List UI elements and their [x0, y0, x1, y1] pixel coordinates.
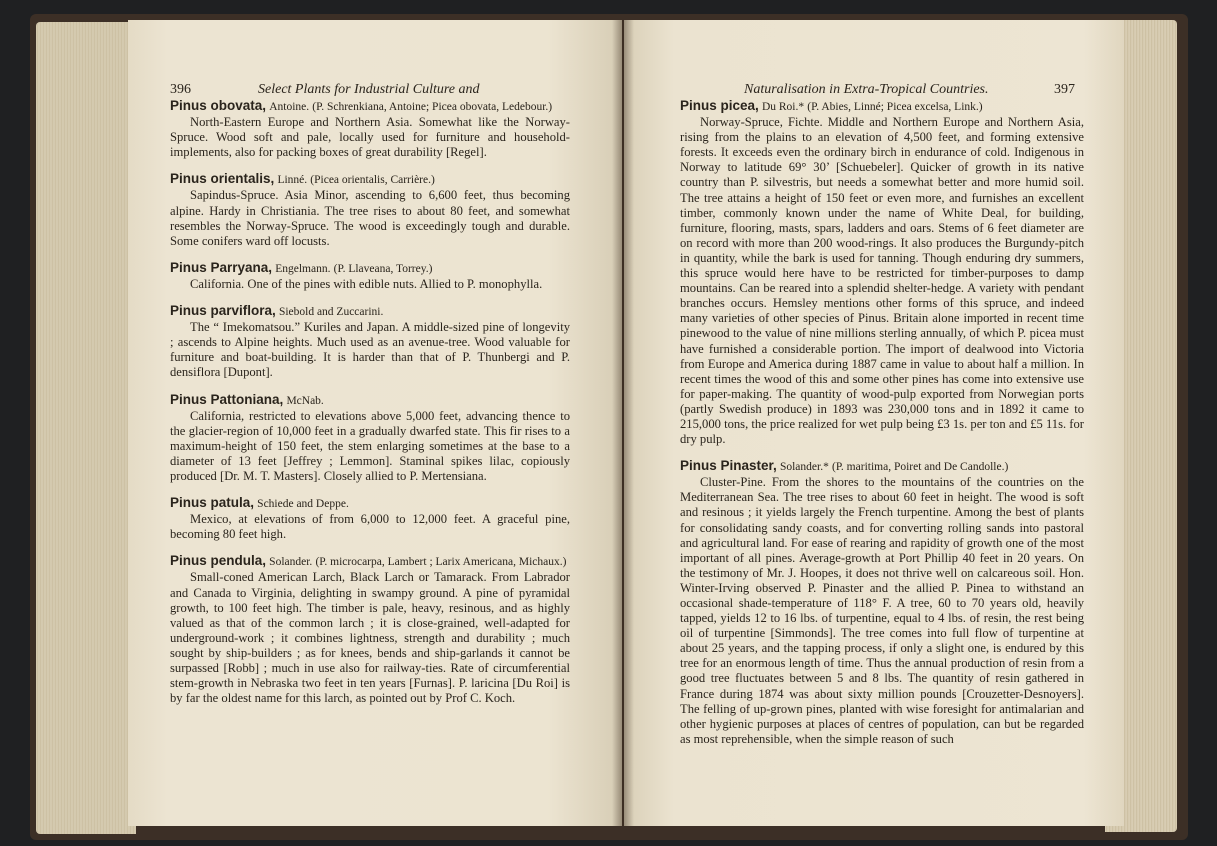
species-synonyms: (P. Schrenkiana, Antoine; Picea obovata, Ledebour.)	[312, 101, 553, 113]
species-name: Pinus orientalis,	[170, 171, 275, 187]
species-description: Norway-Spruce, Fichte. Middle and Northern Europe and Northern Asia, rising from the plains to an elevation of 4,500 feet, and forming extensive forests. It exceeds even the ordinary birch in endurance of cold. Indigenous in Norway to latitude 69° 30’ [Schuebeler]. Quicker of growth in its native country than P. silvestris, but needs a somewhat better and more humid soil. The tree attains a height of 150 feet or even more, and furnishes an excellent timber, commonly known under the name of White Deal, for building, furniture, flooring, masts, spars, ladders and oars. Stems of 6 feet diameter are on record with more than 200 wood-rings. It also produces the Burgundy-pitch in quantity, while the bark is used for tanning. Though enduring dry summers, this spruce would here have to be restricted for timber-purposes to damp mountains. Can be reared into a splendid shelter-hedge. A variety with pendant branches occurs. Hemsley mentions other forms of this spruce, and indeed many varieties of other species of Pinus. Britain alone imported in recent time pinewood to the value of nine millions sterling annually, of which P. picea must have furnished a considerable portion. The import of dealwood into Victoria from Europe and America during 1887 came in value to about half a million. In recent times the wood of this and some other pines has come into extensive use for paper-making. The quantity of wood-pulp exported from Norwegian ports (partly Swedish produce) in 1893 was 230,000 tons and in 1892 it came to 215,000 tons, the price realized for wet pulp being £3 1s. per ton and £5 11s. for dry pulp.	[680, 115, 1084, 447]
right-page	[624, 20, 1124, 826]
species-authority: McNab.	[286, 394, 324, 407]
left-page	[128, 20, 622, 826]
species-entry	[680, 98, 1084, 447]
text-column	[680, 98, 1084, 758]
book-gutter	[612, 20, 634, 826]
species-entry	[680, 458, 1084, 747]
species-name: Pinus Parryana,	[170, 259, 273, 275]
species-entry	[170, 98, 570, 160]
species-name: Pinus parviflora,	[170, 303, 276, 319]
species-synonyms: (P. Llaveana, Torrey.)	[333, 262, 433, 275]
species-name: Pinus picea,	[680, 98, 759, 113]
species-name: Pinus pendula,	[170, 553, 267, 569]
text-column	[170, 98, 570, 717]
species-synonyms: (Picea orientalis, Carrière.)	[310, 174, 435, 187]
species-authority: Engelmann.	[275, 262, 331, 275]
species-description: North-Eastern Europe and Northern Asia. Somewhat like the Norway-Spruce. Wood soft and pale, locally used for furniture and household-implements, also for packing boxes of great durability [Regel].	[170, 115, 570, 160]
page-number: 396	[170, 82, 191, 97]
running-head: Select Plants for Industrial Culture and	[258, 82, 480, 97]
species-authority: Solander.*	[779, 461, 829, 474]
page-edges-left	[36, 22, 136, 834]
page-number: 397	[1054, 82, 1075, 97]
species-entry	[170, 553, 570, 706]
species-entry	[170, 171, 570, 248]
species-description: Cluster-Pine. From the shores to the mountains of the countries on the Mediterranean Sea. The tree rises to about 60 feet in height. The wood is soft and resinous ; it yields largely the French turpentine. Among the best of plants for consolidating sandy coasts, and for converting rolling sands into pastoral and agricultural land. For ease of rearing and rapidity of growth one of the most important of all pines. Average-growth at Port Phillip 40 feet in 20 years. On the testimony of Mr. J. Hoopes, it does not thrive well on calcareous soil. Hon. Winter-Irving observed P. Pinaster and the allied P. Pinea to withstand an occasional shade-temperature of 118° F. A tree, 60 to 70 years old, heavily tapped, yields 12 to 16 lbs. of turpentine, equal to 4 lbs. of resin, the rest being oil of turpentine [Simmonds]. The tree comes into full flow of turpentine at about 25 years, and the tapping process, if only a slight one, is endured by this tree for an enormous length of time. Thus the annual production of resin from a good tree fluctuates between 5 and 8 lbs. The quantity of resin gathered in France during 1874 was about sixty million pounds [Crouzetter-Desnoyers]. The felling of up-grown pines, planted with wise foresight for antimalarian and other hygienic purposes at places of centres of population, can but be regarded as most reprehensible, when the simple reason of such	[680, 475, 1084, 746]
species-authority: Solander.	[269, 556, 313, 569]
species-authority: Antoine.	[269, 101, 310, 113]
species-description: Small-coned American Larch, Black Larch or Tamarack. From Labrador and Canada to Virginia, delighting in swampy ground. A pine of pyramidal growth, to 100 feet high. The timber is pale, heavy, resinous, and as highly valued as that of the common larch ; it is close-grained, well-adapted for underground-work ; it combines lightness, strength and durability ; much sought by ship-builders ; as for knees, bends and ship-garlands it cannot be surpassed [Robb] ; much in use also for railway-ties. Rate of circumferential stem-growth in Nebraska two feet in ten years [Furnas]. P. laricina [Du Roi] is by far the oldest name for this larch, as pointed out by Prof C. Koch.	[170, 570, 570, 706]
species-description: The “ Imekomatsou.” Kuriles and Japan. A middle-sized pine of longevity ; ascends to Alpine heights. Much used as an avenue-tree. Wood valuable for furniture and boat-building. It is harder than that of P. Thunbergi and P. densiflora [Dupont].	[170, 320, 570, 380]
species-synonyms: (P. microcarpa, Lambert ; Larix Americana, Michaux.)	[315, 556, 567, 569]
species-name: Pinus Pattoniana,	[170, 391, 284, 407]
species-authority: Linné.	[277, 174, 308, 187]
species-name: Pinus Pinaster,	[680, 458, 777, 474]
species-authority: Schiede and Deppe.	[257, 498, 349, 511]
species-description: California. One of the pines with edible nuts. Allied to P. monophylla.	[190, 276, 543, 291]
species-synonyms: (P. maritima, Poiret and De Candolle.)	[831, 461, 1009, 474]
species-name: Pinus patula,	[170, 495, 255, 511]
species-authority: Siebold and Zuccarini.	[278, 306, 384, 319]
species-entry	[170, 303, 570, 380]
species-authority: Du Roi.*	[761, 101, 805, 113]
species-description: Sapindus-Spruce. Asia Minor, ascending to 6,600 feet, thus becoming alpine. Hardy in Christiania. The tree rises to about 80 feet, and somewhat resembles the Norway-Spruce. The wood is exceedingly tough and durable. Some conifers ward off locusts.	[170, 188, 570, 248]
species-description: Mexico, at elevations of from 6,000 to 12,000 feet. A graceful pine, becoming 80 feet high.	[170, 512, 570, 542]
species-name: Pinus obovata,	[170, 98, 267, 113]
running-head: Naturalisation in Extra-Tropical Countries.	[744, 82, 989, 97]
species-entry	[170, 495, 570, 542]
species-synonyms: (P. Abies, Linné; Picea excelsa, Link.)	[807, 101, 983, 113]
species-description: California, restricted to elevations above 5,000 feet, advancing thence to the glacier-region of 10,000 feet in a gradually dwarfed state. This fir rises to a maximum-height of 150 feet, the stem enlarging sometimes at the base to a diameter of 13 feet [Jeffrey ; Lemmon]. Staminal spikes lilac, copiously produced [Dr. M. T. Masters]. Closely allied to P. Mertensiana.	[170, 408, 570, 483]
species-entry	[170, 392, 570, 485]
species-entry	[170, 260, 570, 292]
